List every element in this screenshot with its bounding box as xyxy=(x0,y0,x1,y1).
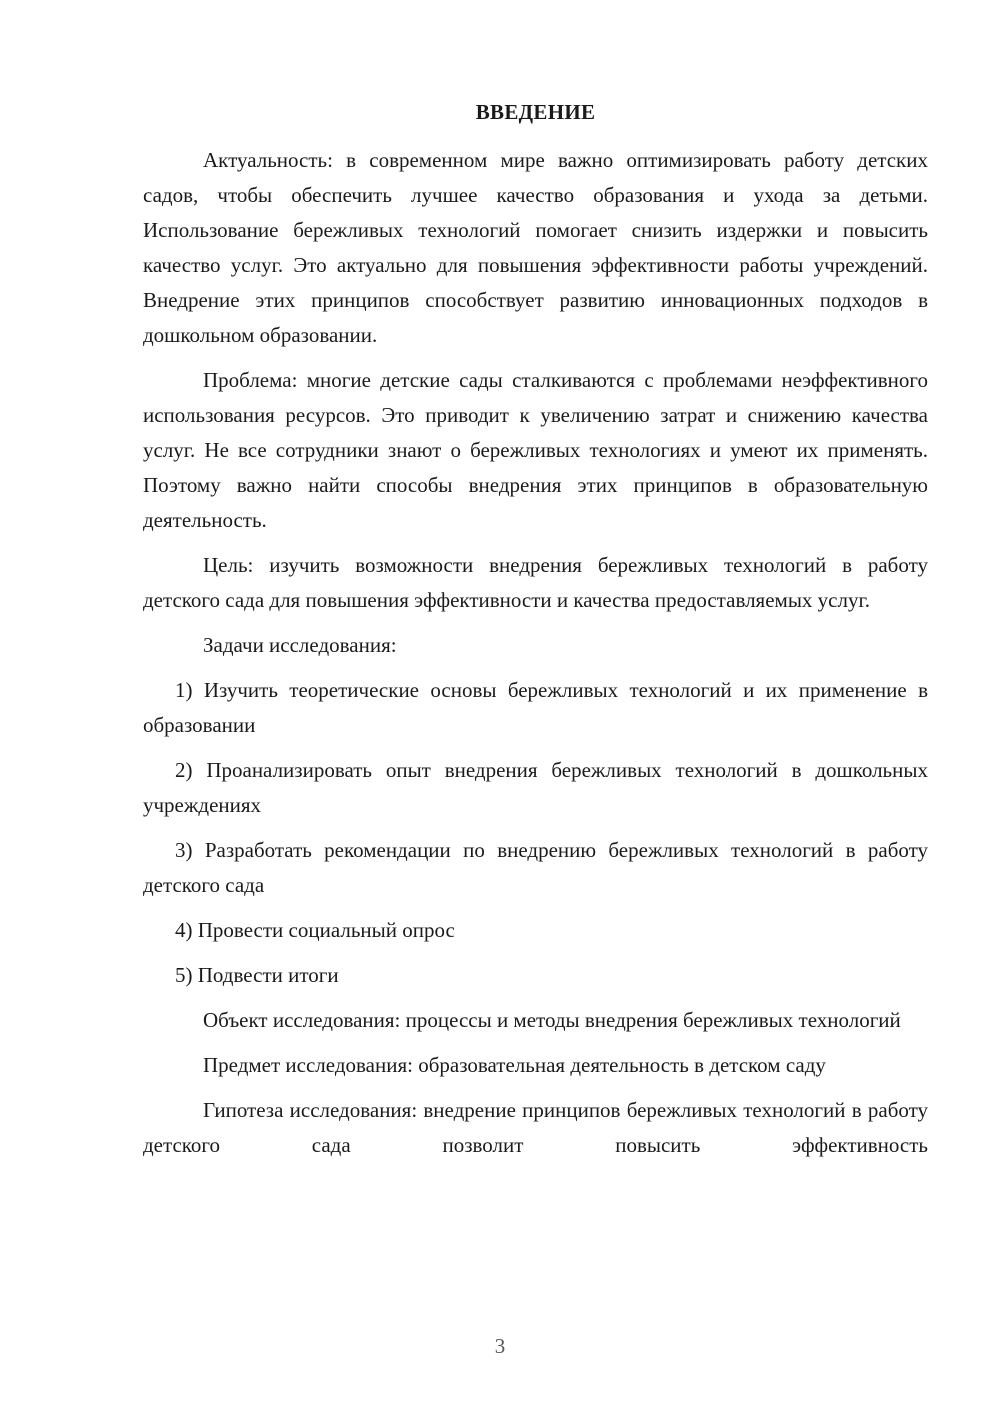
document-body xyxy=(143,143,928,1163)
paragraph-tasks-heading: Задачи исследования: xyxy=(203,633,397,657)
paragraph-subject: Предмет исследования: образовательная деятельность в детском саду xyxy=(203,1053,826,1077)
page-number: 3 xyxy=(494,1334,506,1358)
paragraph-hypothesis: Гипотеза исследования: внедрение принципов бережливых технологий в работу детского сада позволит повысить эффективность xyxy=(143,1098,928,1157)
section-title: ВВЕДЕНИЕ xyxy=(475,100,596,124)
task-item: 4) Провести социальный опрос xyxy=(175,918,455,942)
paragraph-object: Объект исследования: процессы и методы внедрения бережливых технологий xyxy=(203,1008,901,1032)
task-item: 2) Проанализировать опыт внедрения бережливых технологий в дошкольных учреждениях xyxy=(143,758,928,817)
paragraph-relevance: Актуальность: в современном мире важно оптимизировать работу детских садов, чтобы обеспечить лучшее качество образования и ухода за детьми. Использование бережливых технологий помогает снизить издержки и повысить качество услуг. Это актуально для повышения эффективности работы учреждений. Внедрение этих принципов способствует развитию инновационных подходов в дошкольном образовании. xyxy=(143,148,928,347)
task-item: 1) Изучить теоретические основы бережливых технологий и их применение в образовании xyxy=(143,678,928,737)
task-item: 5) Подвести итоги xyxy=(175,963,339,987)
paragraph-goal: Цель: изучить возможности внедрения бережливых технологий в работу детского сада для повышения эффективности и качества предоставляемых услуг. xyxy=(143,553,928,612)
task-item: 3) Разработать рекомендации по внедрению бережливых технологий в работу детского сада xyxy=(143,838,928,897)
paragraph-problem: Проблема: многие детские сады сталкиваются с проблемами неэффективного использования ресурсов. Это приводит к увеличению затрат и снижению качества услуг. Не все сотрудники знают о бережливых технологиях и умеют их применять. Поэтому важно найти способы внедрения этих принципов в образовательную деятельность. xyxy=(143,368,928,532)
